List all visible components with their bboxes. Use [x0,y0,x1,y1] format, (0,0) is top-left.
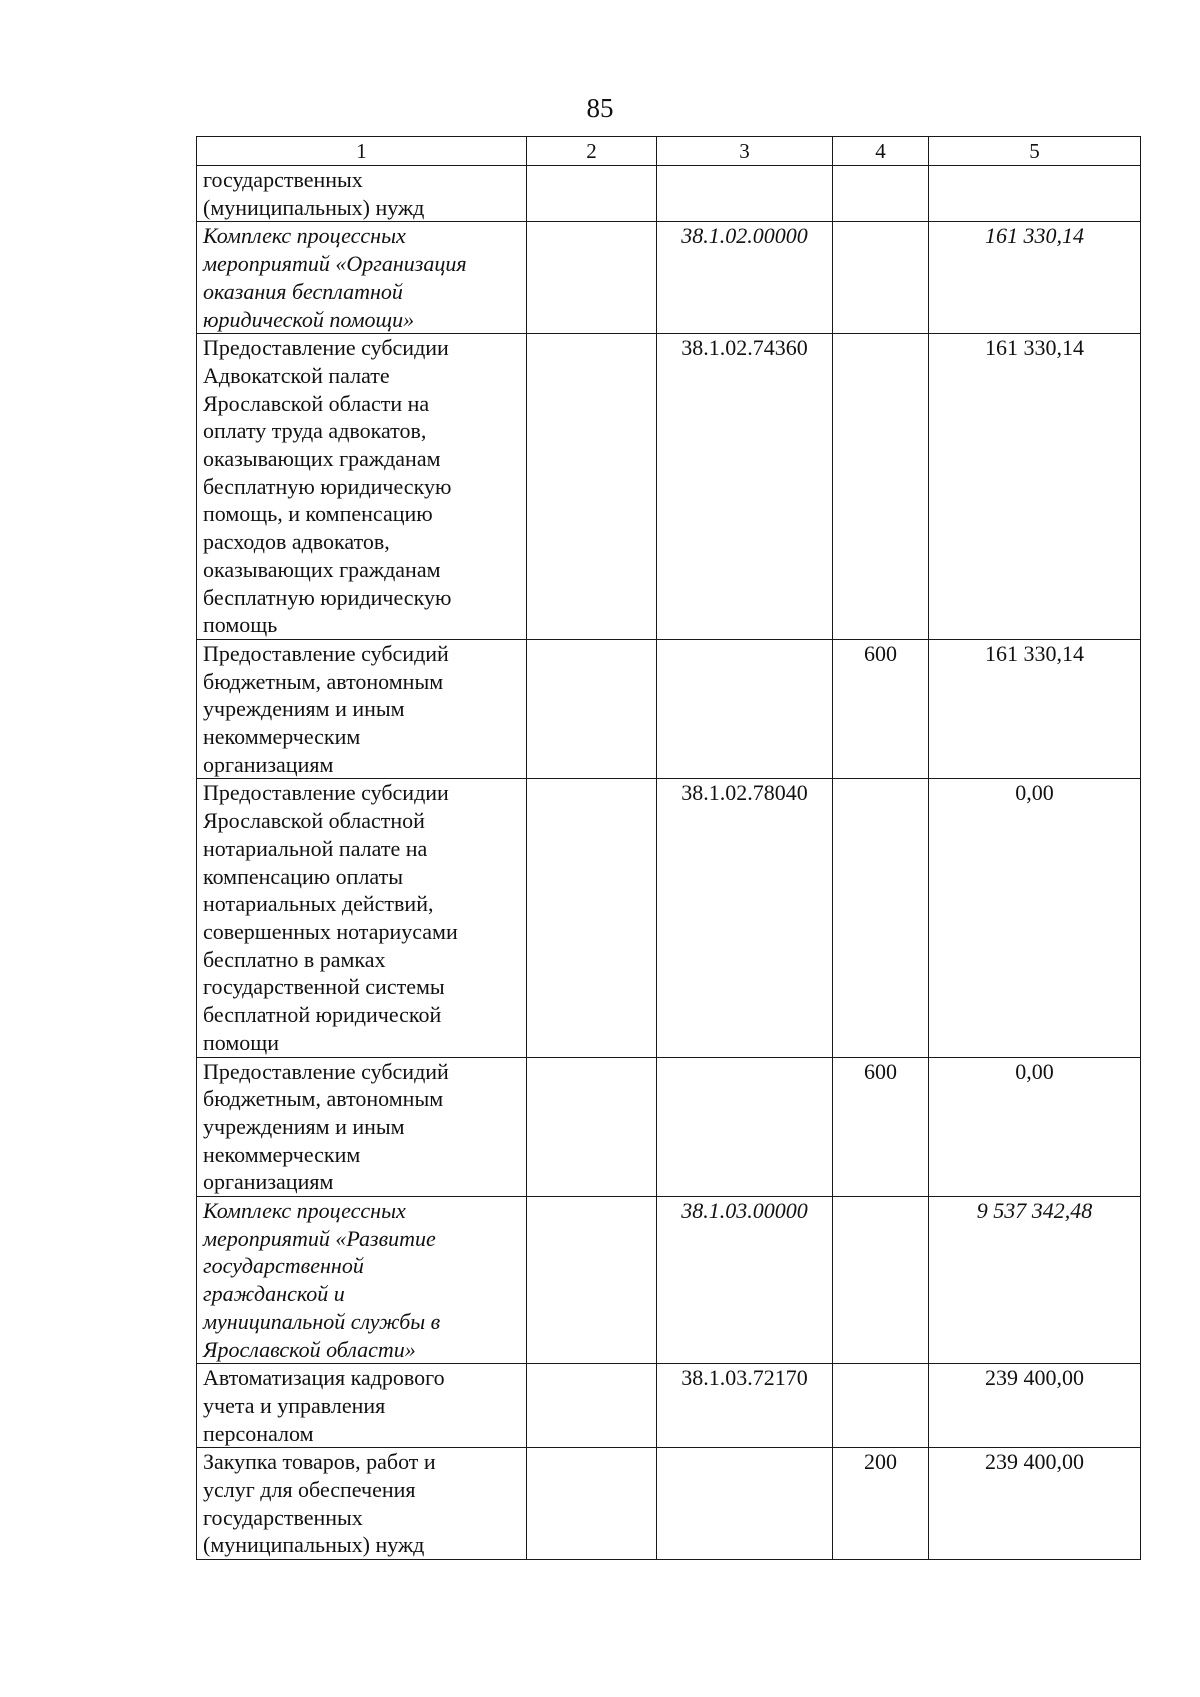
row-code-cell: 38.1.03.72170 [657,1364,833,1448]
header-cell-4: 4 [833,137,929,166]
row-name-cell: государственных (муниципальных) нужд [197,166,527,222]
table-row [197,779,1141,1057]
row-name-cell: Предоставление субсидий бюджетным, автономным учреждениям и иным некоммерческим организациям [197,1057,527,1197]
row-expense-type-cell [833,334,929,640]
header-cell-3: 3 [657,137,833,166]
row-amount-cell [929,166,1141,222]
header-cell-2: 2 [527,137,657,166]
header-cell-1: 1 [197,137,527,166]
row-col2-cell [527,1364,657,1448]
table-row [197,334,1141,640]
row-code-cell [657,639,833,779]
row-col2-cell [527,222,657,334]
row-expense-type-cell: 200 [833,1448,929,1560]
row-code-cell: 38.1.02.00000 [657,222,833,334]
header-cell-5: 5 [929,137,1141,166]
row-expense-type-cell [833,779,929,1057]
row-expense-type-cell [833,222,929,334]
row-amount-cell: 161 330,14 [929,639,1141,779]
budget-table [196,136,1141,1560]
table-row [197,1448,1141,1560]
row-name-cell: Комплекс процессных мероприятий «Развитие государственной гражданской и муниципальной службы в Ярославской области» [197,1197,527,1364]
row-name-cell: Комплекс процессных мероприятий «Организация оказания бесплатной юридической помощи» [197,222,527,334]
row-expense-type-cell [833,1197,929,1364]
row-col2-cell [527,334,657,640]
row-code-cell [657,166,833,222]
row-expense-type-cell [833,1364,929,1448]
row-col2-cell [527,1057,657,1197]
row-col2-cell [527,1448,657,1560]
row-expense-type-cell: 600 [833,639,929,779]
row-code-cell [657,1057,833,1197]
header-row [197,137,1141,166]
row-name-cell: Предоставление субсидии Адвокатской палате Ярославской области на оплату труда адвокатов, оказывающих гражданам бесплатную юридическую помощь, и компенсацию расходов адвокатов, оказывающих гражданам бесплатную юридическую помощь [197,334,527,640]
table-row [197,1197,1141,1364]
row-amount-cell: 0,00 [929,1057,1141,1197]
table-row [197,1057,1141,1197]
row-col2-cell [527,1197,657,1364]
row-amount-cell: 161 330,14 [929,222,1141,334]
row-col2-cell [527,166,657,222]
row-expense-type-cell: 600 [833,1057,929,1197]
table-row [197,222,1141,334]
row-col2-cell [527,779,657,1057]
row-amount-cell: 239 400,00 [929,1448,1141,1560]
row-name-cell: Предоставление субсидий бюджетным, автономным учреждениям и иным некоммерческим организациям [197,639,527,779]
table-row [197,639,1141,779]
row-code-cell: 38.1.02.74360 [657,334,833,640]
row-col2-cell [527,639,657,779]
page-number: 85 [586,93,614,123]
row-name-cell: Закупка товаров, работ и услуг для обеспечения государственных (муниципальных) нужд [197,1448,527,1560]
row-expense-type-cell [833,166,929,222]
row-amount-cell: 9 537 342,48 [929,1197,1141,1364]
row-amount-cell: 0,00 [929,779,1141,1057]
row-code-cell: 38.1.03.00000 [657,1197,833,1364]
row-name-cell: Предоставление субсидии Ярославской областной нотариальной палате на компенсацию оплаты нотариальных действий, совершенных нотариусами бесплатно в рамках государственной системы бесплатной юридической помощи [197,779,527,1057]
row-amount-cell: 161 330,14 [929,334,1141,640]
row-name-cell: Автоматизация кадрового учета и управления персоналом [197,1364,527,1448]
table-body [197,166,1141,1560]
row-code-cell [657,1448,833,1560]
table-row [197,1364,1141,1448]
row-code-cell: 38.1.02.78040 [657,779,833,1057]
row-amount-cell: 239 400,00 [929,1364,1141,1448]
table-row [197,166,1141,222]
